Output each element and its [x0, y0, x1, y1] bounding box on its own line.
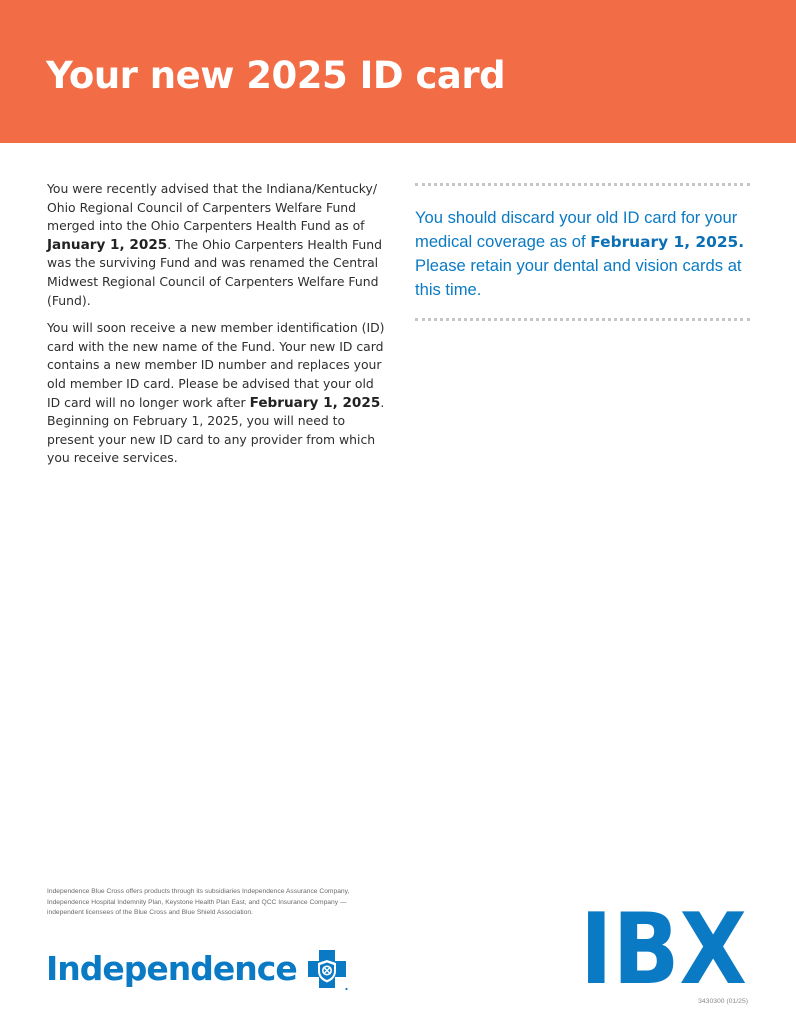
callout-text: You should discard your old ID card for your medical coverage as of	[415, 208, 738, 251]
callout-notice	[415, 206, 755, 301]
brand-name: Independence	[46, 949, 297, 988]
ibx-logo-text: IBX	[580, 911, 747, 985]
paragraph1-date: January 1, 2025	[47, 236, 168, 253]
ibx-logo	[580, 911, 747, 985]
paragraph1-text: You were recently advised that the Indiana/Kentucky/ Ohio Regional Council of Carpenters Welfare Fund merged into the Ohio Carpenters Health Fund as of	[47, 181, 378, 234]
callout-divider-bottom	[415, 318, 750, 321]
document-code: 3430300 (01/25)	[698, 998, 748, 1005]
paragraph-merger-notice	[47, 180, 387, 310]
blue-cross-blue-shield-icon	[305, 947, 349, 991]
paragraph2-date: February 1, 2025	[249, 394, 381, 411]
callout-date: February 1, 2025.	[590, 232, 745, 251]
paragraph1-text-end: . The Ohio Carpenters Health Fund was the surviving Fund and was renamed the Central Midwest Regional Council of Carpenters Welfare Fund (Fund).	[47, 236, 382, 308]
paragraph2-text-end: . Beginning on February 1, 2025, you will need to present your new ID card to any provider from which you receive services.	[47, 394, 385, 466]
body-text	[47, 180, 387, 477]
independence-logo	[46, 946, 349, 992]
legal-disclaimer: Independence Blue Cross offers products through its subsidiaries Independence Assurance Company, Independence Hospital Indemnity Plan, Keystone Health Plan East, and QCC Insurance Company — independent licensees of the Blue Cross and Blue Shield Association.	[47, 888, 350, 916]
header-banner	[0, 0, 796, 143]
callout-divider-top	[415, 183, 750, 186]
callout-text-end: Please retain your dental and vision cards at this time.	[415, 256, 742, 299]
paragraph2-text: You will soon receive a new member identification (ID) card with the new name of the Fund. Your new ID card contains a new member ID number and replaces your old member ID card. Please be advised that your old ID card will no longer work after	[47, 320, 385, 410]
page-title: Your new 2025 ID card	[46, 54, 506, 97]
paragraph-new-card	[47, 319, 387, 468]
